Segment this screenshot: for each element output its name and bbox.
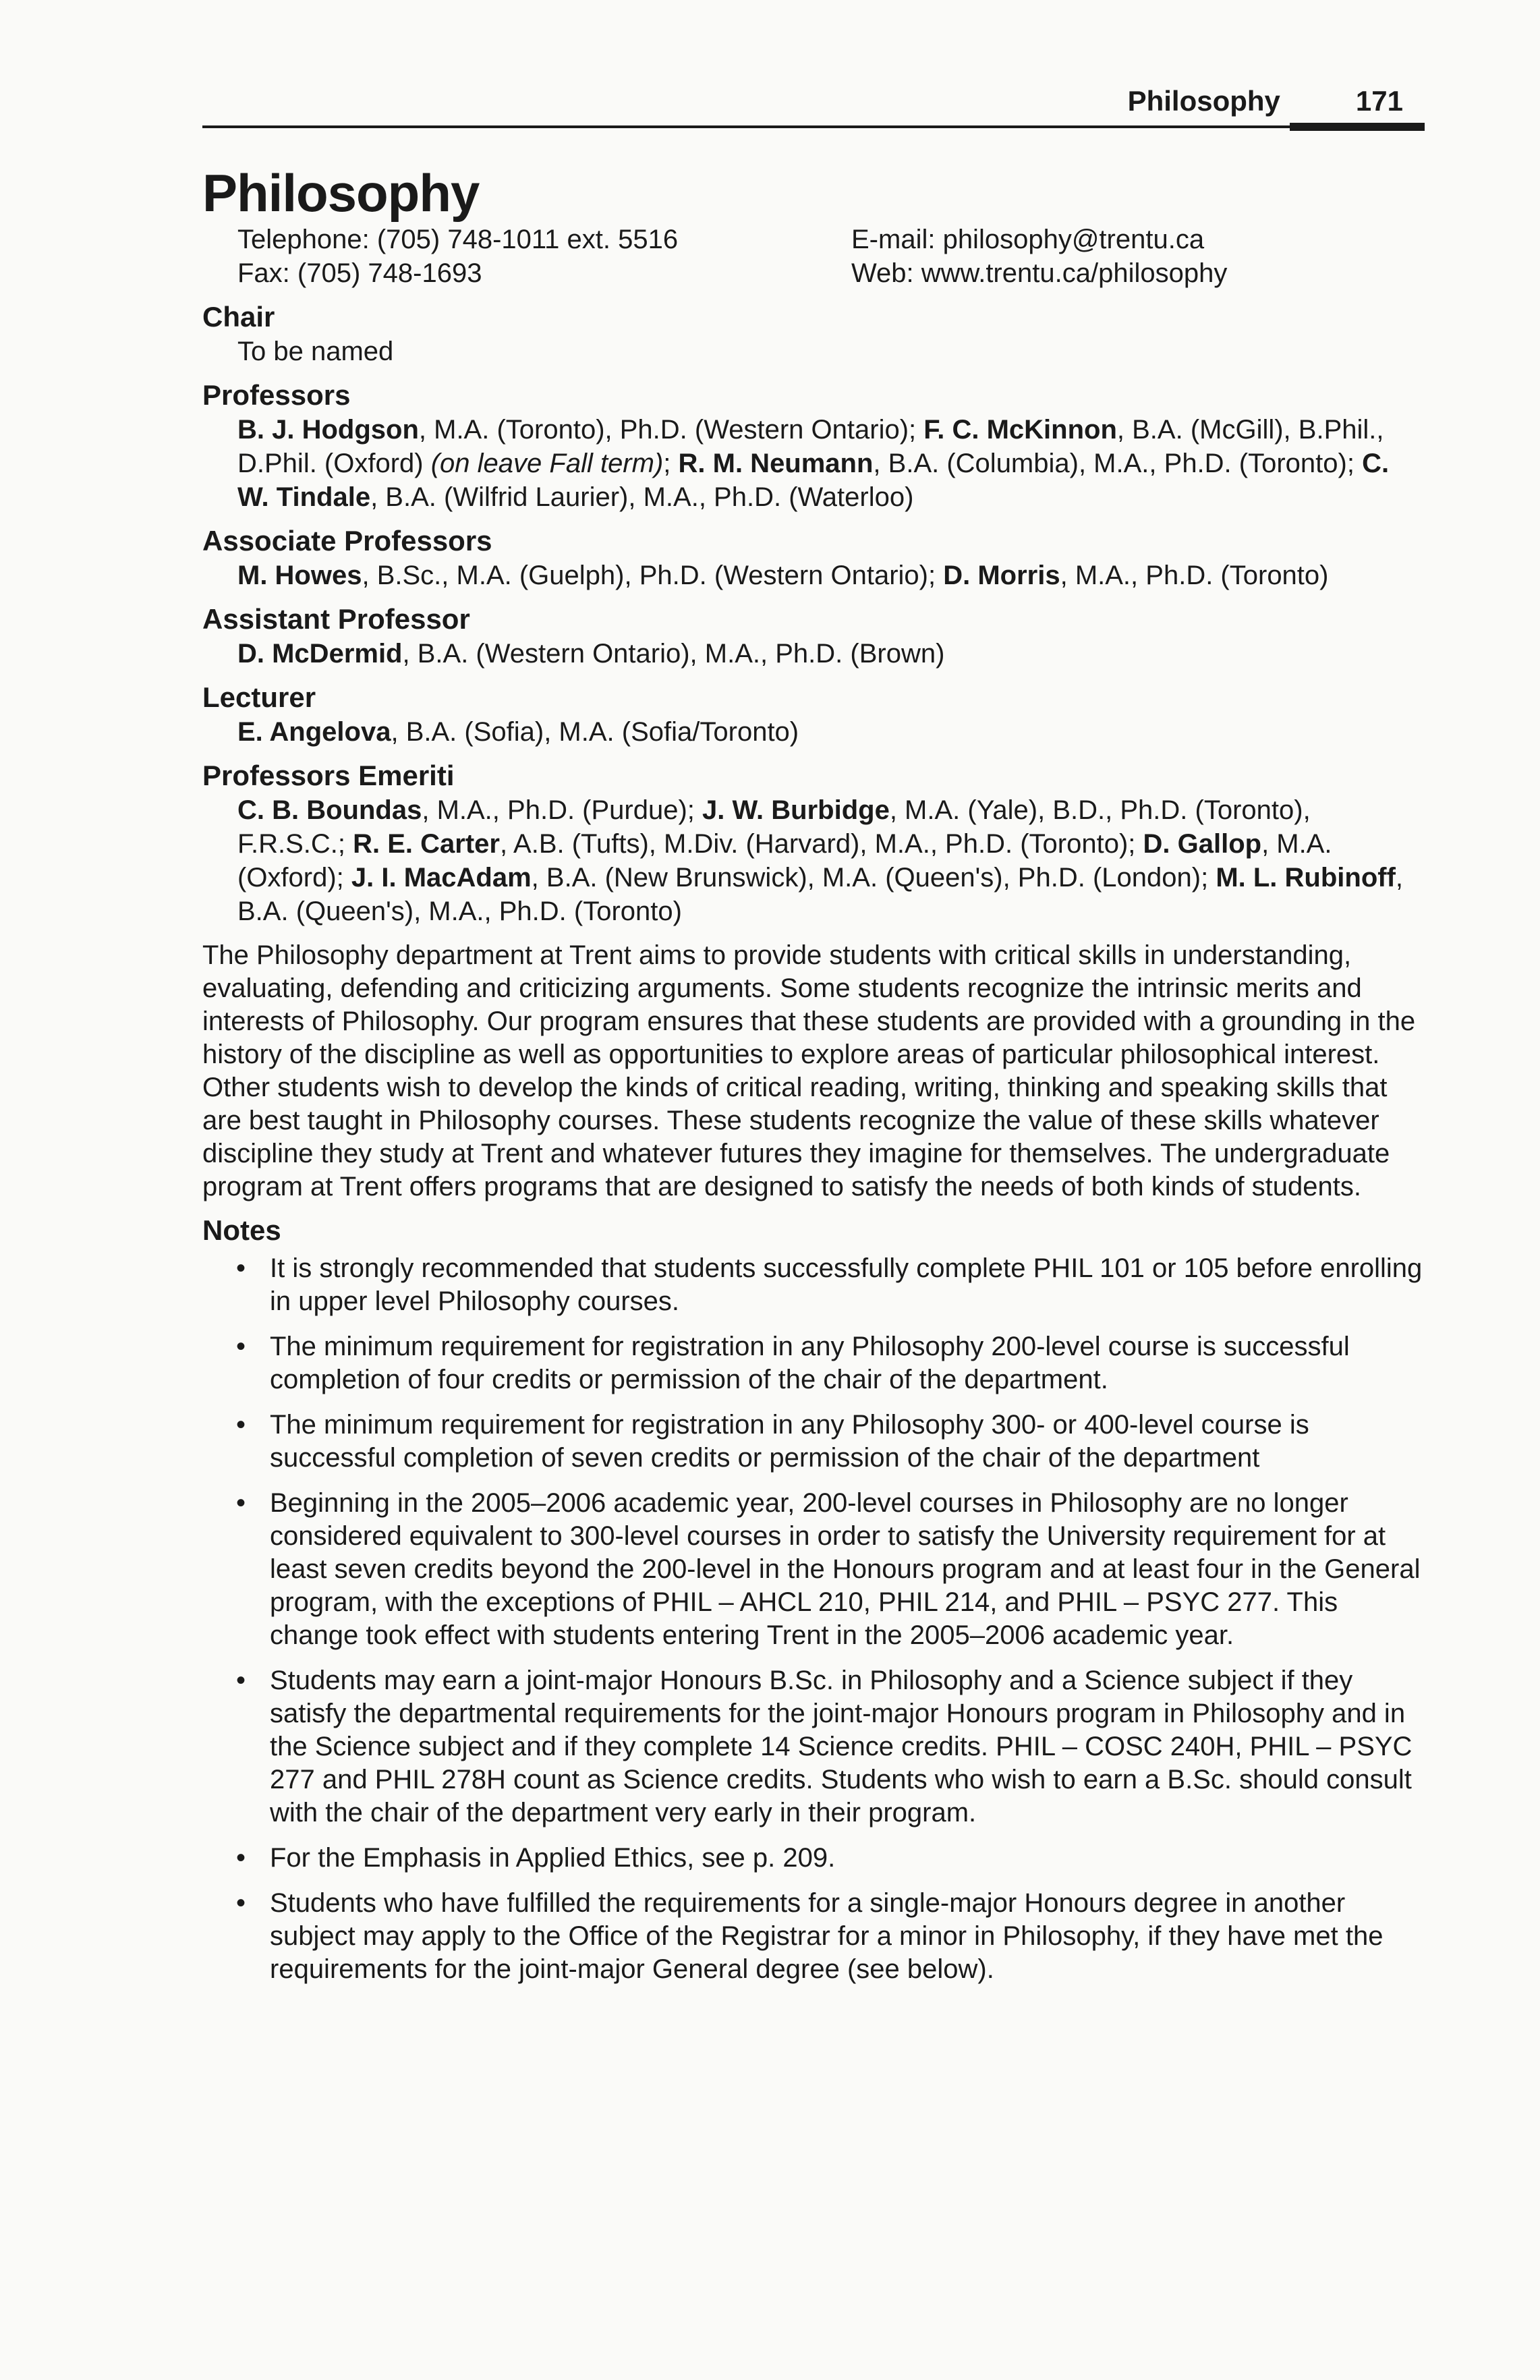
faculty-name: C. W. Tindale: [237, 449, 1390, 512]
faculty-name: M. L. Rubinoff: [1216, 863, 1396, 893]
leave-note: (on leave Fall term): [430, 449, 664, 478]
page-number: 171: [1355, 85, 1403, 117]
faculty-credentials: , B.A. (Columbia), M.A., Ph.D. (Toronto);: [873, 449, 1363, 478]
assistant-list: [237, 637, 1425, 671]
bullet-icon: •: [236, 1253, 246, 1283]
notes-list: [202, 1252, 1425, 1986]
bullet-icon: •: [236, 1666, 246, 1695]
faculty-credentials: , M.A. (Toronto), Ph.D. (Western Ontario);: [418, 415, 924, 445]
note-text: The minimum requirement for registration in any Philosophy 300- or 400-level course is successful completion of seven credits or permission of the chair of the department: [270, 1410, 1309, 1473]
list-item: [202, 1842, 1425, 1875]
list-item: [202, 1409, 1425, 1475]
faculty-credentials: , B.A. (Queen's), M.A., Ph.D. (Toronto): [237, 863, 1404, 926]
emeriti-list: [237, 793, 1425, 928]
emeriti-heading: Professors Emeriti: [202, 760, 455, 791]
running-head: [202, 80, 1425, 128]
note-text: For the Emphasis in Applied Ethics, see p. 209.: [270, 1843, 836, 1873]
running-head-section: Philosophy: [1127, 85, 1280, 117]
note-text: Beginning in the 2005–2006 academic year, 200-level courses in Philosophy are no longer considered equivalent to 300-level courses in order to satisfy the University requirement for at least seven credits beyond the 200-level in the Honours program and at least four in the General program, with the exceptions of PHIL – AHCL 210, PHIL 214, and PHIL – PSYC 277. This change took effect with students entering Trent in the 2005–2006 academic year.: [270, 1488, 1421, 1650]
faculty-name: D. McDermid: [237, 639, 403, 669]
faculty-name: D. Gallop: [1143, 829, 1262, 859]
faculty-name: D. Morris: [943, 561, 1060, 590]
faculty-name: B. J. Hodgson: [237, 415, 419, 445]
faculty-name: M. Howes: [237, 561, 362, 590]
page-title: Philosophy: [202, 163, 480, 223]
chair-text: To be named: [237, 337, 394, 366]
faculty-credentials: , M.A. (Yale), B.D., Ph.D. (Toronto), F.R.S.C.;: [237, 795, 1311, 859]
faculty-name: R. E. Carter: [353, 829, 500, 859]
list-item: [202, 1330, 1425, 1396]
faculty-name: R. M. Neumann: [678, 449, 874, 478]
faculty-credentials: , M.A., Ph.D. (Toronto): [1060, 561, 1329, 590]
faculty-credentials: , M.A., Ph.D. (Purdue);: [422, 795, 703, 825]
professors-list: [237, 413, 1425, 514]
bullet-icon: •: [236, 1843, 246, 1873]
web: Web: www.trentu.ca/philosophy: [851, 258, 1228, 288]
fax: Fax: (705) 748-1693: [237, 258, 482, 288]
contact-block: [237, 223, 1425, 290]
associate-heading: Associate Professors: [202, 525, 492, 557]
chair-heading: Chair: [202, 301, 275, 333]
faculty-name: J. W. Burbidge: [702, 795, 890, 825]
assistant-heading: Assistant Professor: [202, 603, 470, 635]
separator: ;: [663, 449, 679, 478]
faculty-credentials: , B.A. (Wilfrid Laurier), M.A., Ph.D. (Waterloo): [370, 482, 914, 512]
header-rule-accent: [1290, 123, 1425, 131]
bullet-icon: •: [236, 1488, 246, 1518]
lecturer-list: [237, 715, 1425, 749]
notes-heading: Notes: [202, 1214, 281, 1246]
faculty-credentials: , B.A. (Sofia), M.A. (Sofia/Toronto): [391, 717, 799, 747]
email: E-mail: philosophy@trentu.ca: [851, 225, 1205, 254]
lecturer-heading: Lecturer: [202, 681, 316, 713]
faculty-credentials: , B.A. (Western Ontario), M.A., Ph.D. (Brown): [402, 639, 945, 669]
faculty-credentials: , M.A. (Oxford);: [237, 829, 1332, 893]
bullet-icon: •: [236, 1410, 246, 1440]
list-item: [202, 1487, 1425, 1652]
bullet-icon: •: [236, 1332, 246, 1361]
faculty-name: E. Angelova: [237, 717, 391, 747]
note-text: It is strongly recommended that students successfully complete PHIL 101 or 105 before enrolling in upper level Philosophy courses.: [270, 1253, 1423, 1316]
intro-paragraph: The Philosophy department at Trent aims to provide students with critical skills in understanding, evaluating, defending and criticizing arguments. Some students recognize the intrinsic merits and interests of Philosophy. Our program ensures that these students are provided with a grounding in the history of the discipline as well as opportunities to explore areas of particular philosophical interest. Other students wish to develop the kinds of critical reading, writing, thinking and speaking skills that are best taught in Philosophy courses. These students recognize the value of these skills whatever discipline they study at Trent and whatever futures they imagine for themselves. The undergraduate program at Trent offers programs that are designed to satisfy the needs of both kinds of students.: [202, 940, 1416, 1201]
faculty-credentials: , A.B. (Tufts), M.Div. (Harvard), M.A., Ph.D. (Toronto);: [500, 829, 1143, 859]
note-text: Students may earn a joint-major Honours B.Sc. in Philosophy and a Science subject if they satisfy the departmental requirements for the joint-major Honours program in Philosophy and in the Science subject and if they complete 14 Science credits. PHIL – COSC 240H, PHIL – PSYC 277 and PHIL 278H count as Science credits. Students who wish to earn a B.Sc. should consult with the chair of the department very early in their program.: [270, 1666, 1413, 1828]
list-item: [202, 1252, 1425, 1318]
list-item: [202, 1664, 1425, 1830]
professors-heading: Professors: [202, 379, 351, 411]
telephone: Telephone: (705) 748-1011 ext. 5516: [237, 225, 679, 254]
faculty-credentials: , B.A. (McGill), B.Phil., D.Phil. (Oxford): [237, 415, 1384, 478]
faculty-name: C. B. Boundas: [237, 795, 422, 825]
note-text: Students who have fulfilled the requirements for a single-major Honours degree in another subject may apply to the Office of the Registrar for a minor in Philosophy, if they have met the requirements for the joint-major General degree (see below).: [270, 1888, 1384, 1984]
faculty-name: F. C. McKinnon: [923, 415, 1117, 445]
list-item: [202, 1887, 1425, 1986]
faculty-credentials: , B.A. (New Brunswick), M.A. (Queen's), Ph.D. (London);: [531, 863, 1216, 893]
associate-list: [237, 559, 1425, 592]
bullet-icon: •: [236, 1888, 246, 1918]
faculty-name: J. I. MacAdam: [351, 863, 532, 893]
note-text: The minimum requirement for registration in any Philosophy 200-level course is successful completion of four credits or permission of the chair of the department.: [270, 1332, 1350, 1394]
document-page: [202, 80, 1425, 1998]
faculty-credentials: , B.Sc., M.A. (Guelph), Ph.D. (Western Ontario);: [362, 561, 944, 590]
